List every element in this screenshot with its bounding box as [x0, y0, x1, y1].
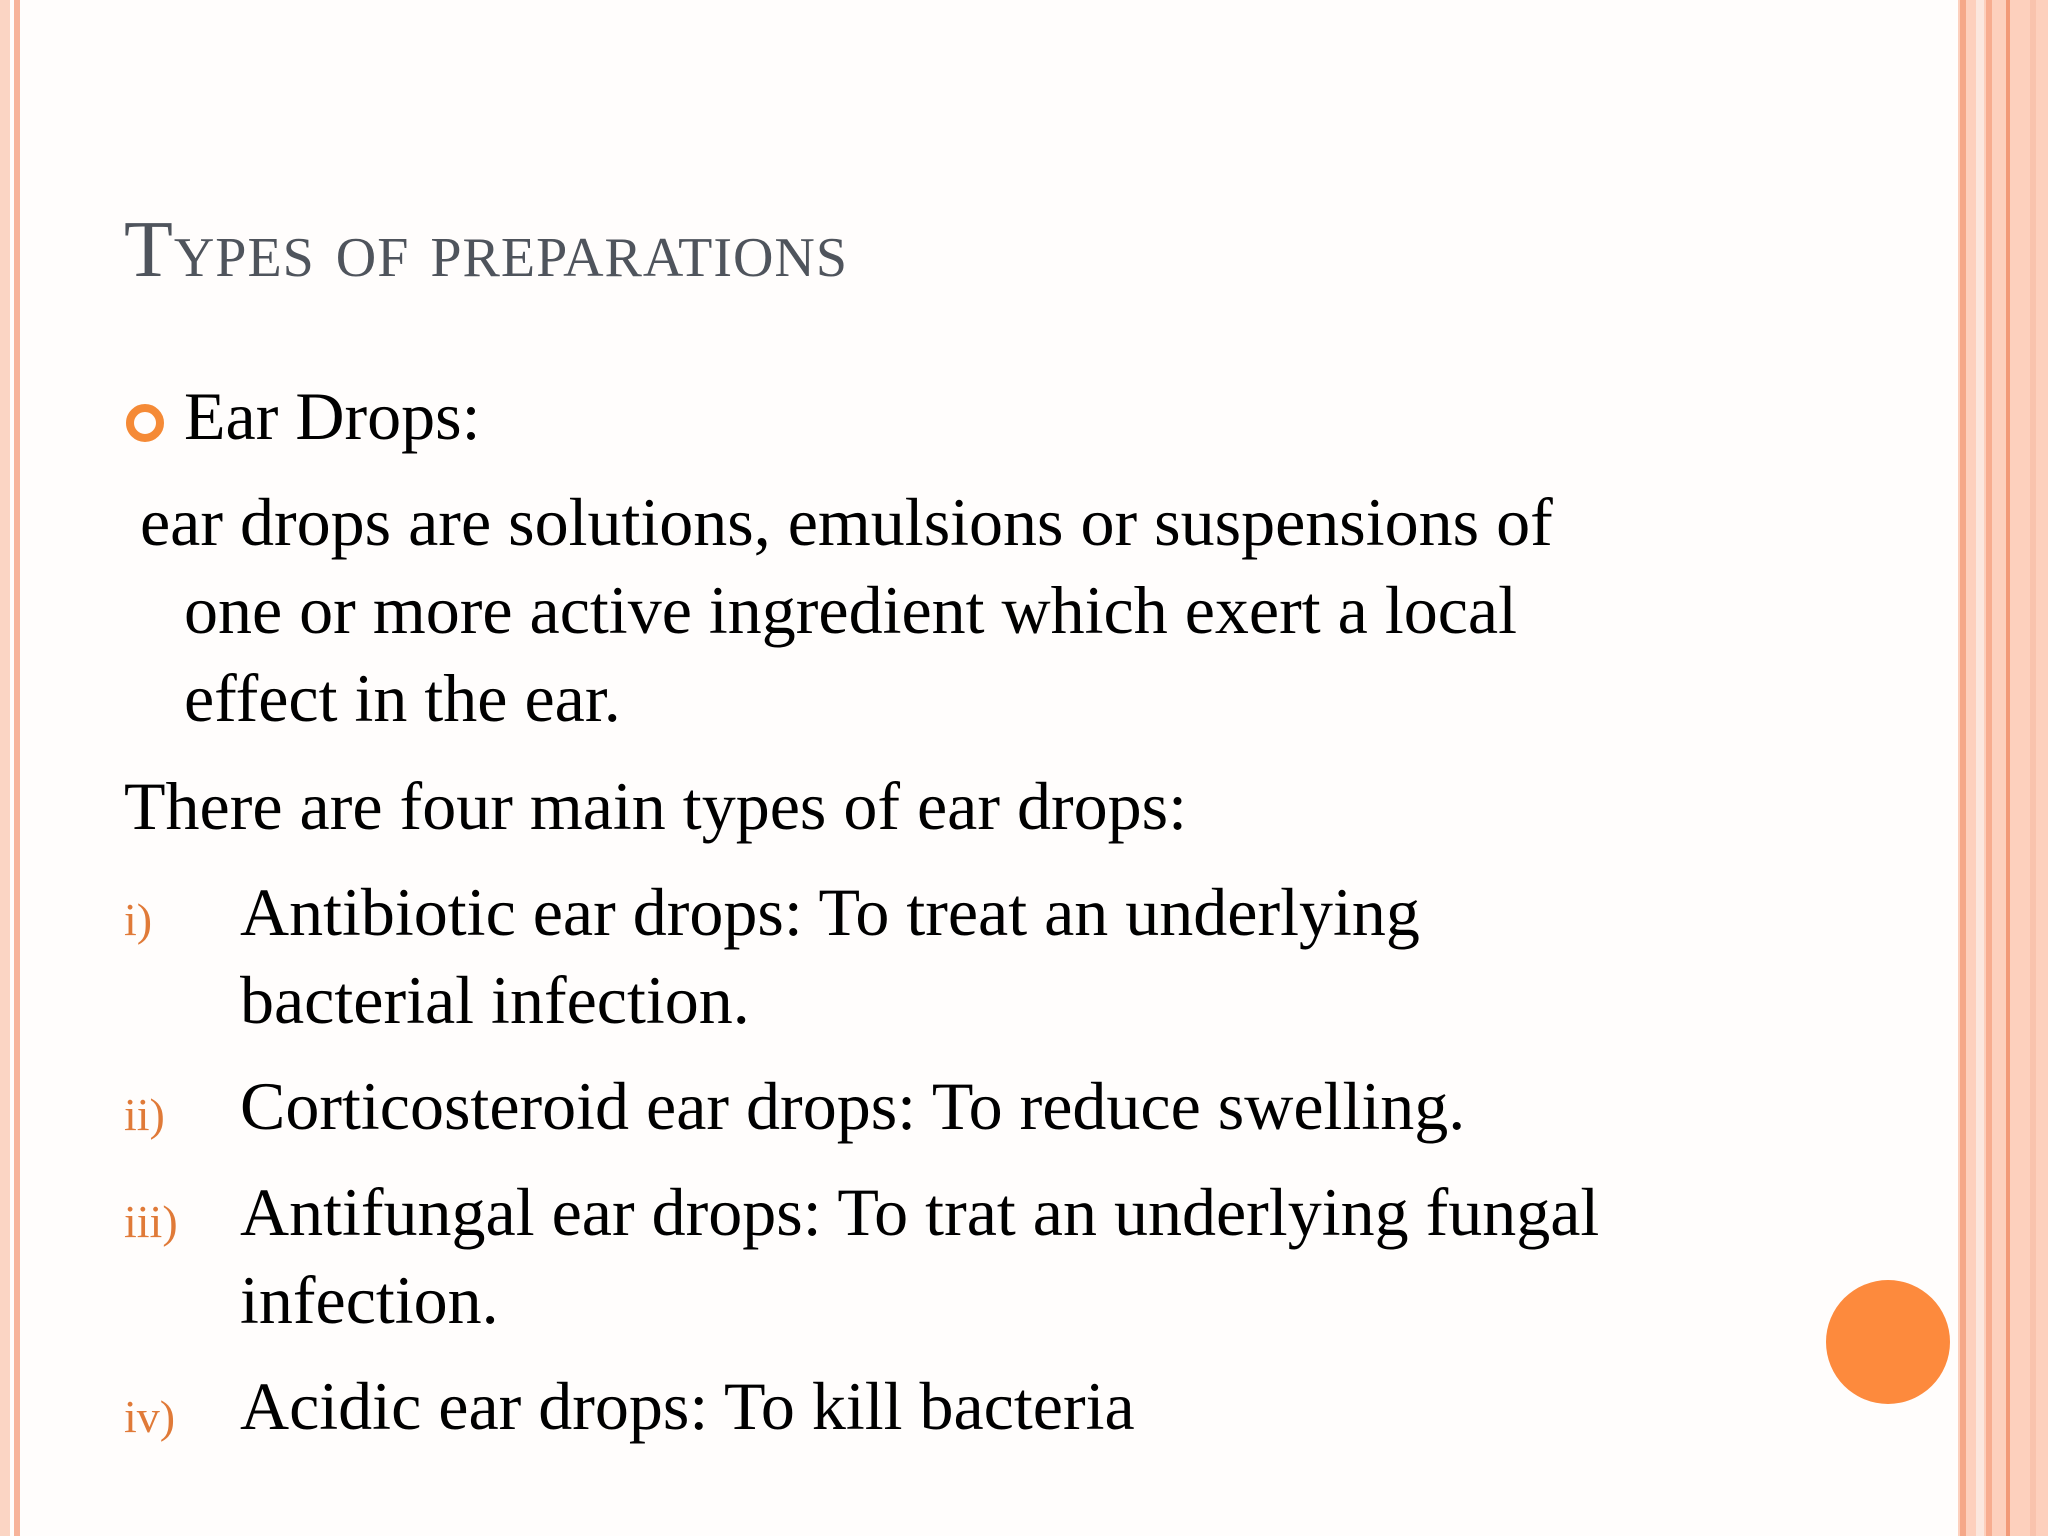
slide-title: Types of preparations — [124, 206, 849, 294]
bullet-heading: Ear Drops: — [184, 378, 481, 454]
left-border-stripe — [14, 0, 20, 1536]
list-number: iv) — [124, 1391, 176, 1442]
definition-line: ear drops are solutions, emulsions or suspensions of — [140, 484, 1553, 560]
right-border-line — [1960, 0, 1966, 1536]
types-intro: There are four main types of ear drops: — [124, 768, 1187, 844]
list-item-line: bacterial infection. — [240, 962, 750, 1038]
right-border-line — [1986, 0, 1992, 1536]
list-item-line: Antibiotic ear drops: To treat an underlying — [240, 874, 1420, 950]
hollow-circle-bullet-icon — [126, 404, 164, 442]
list-number: i) — [124, 894, 153, 945]
list-item-line: infection. — [240, 1262, 499, 1338]
list-item-line: Antifungal ear drops: To trat an underlying fungal — [240, 1174, 1600, 1250]
list-item-line: Corticosteroid ear drops: To reduce swelling. — [240, 1068, 1466, 1144]
definition-line: one or more active ingredient which exert a local — [184, 572, 1517, 648]
right-border-line — [2006, 0, 2010, 1536]
list-item-line: Acidic ear drops: To kill bacteria — [240, 1368, 1135, 1444]
right-border-line — [2030, 0, 2036, 1536]
list-number: iii) — [124, 1196, 178, 1247]
left-border-stripe — [0, 0, 10, 1536]
definition-line: effect in the ear. — [184, 660, 621, 736]
right-border-line — [1976, 0, 1984, 1536]
list-number: ii) — [124, 1089, 165, 1140]
orange-circle-decoration — [1826, 1280, 1950, 1404]
